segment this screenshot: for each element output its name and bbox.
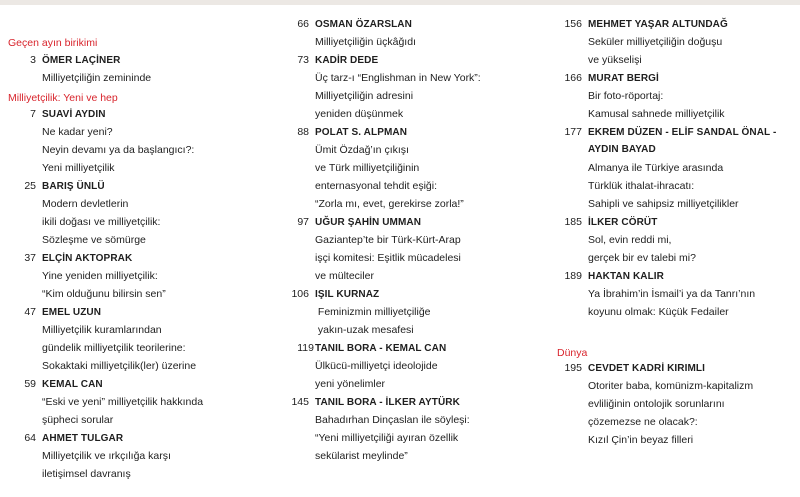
page-number: 189	[564, 270, 582, 282]
article-title-line: gerçek bir ev talebi mi?	[588, 252, 696, 264]
author-name: TANIL BORA - İLKER AYTÜRK	[315, 397, 460, 408]
article-title-line: Kamusal sahnede milliyetçilik	[588, 108, 725, 120]
section-heading: Dünya	[557, 347, 588, 359]
article-title-line: ve mülteciler	[315, 270, 374, 282]
author-name: MURAT BERGİ	[588, 73, 659, 84]
article-title-line: yakın-uzak mesafesi	[315, 324, 414, 336]
article-title-line: yeni yönelimler	[315, 378, 386, 390]
toc-entry[interactable]	[564, 123, 777, 213]
article-title-line: Ya İbrahim’in İsmail’i ya da Tanrı’nın	[588, 288, 756, 300]
page-number: 166	[564, 72, 582, 84]
toc-entry[interactable]	[564, 213, 696, 267]
author-name: ÖMER LAÇİNER	[42, 55, 121, 66]
article-title-line: Otoriter baba, komünizm-kapitalizm	[588, 380, 754, 392]
author-name: CEVDET KADRİ KIRIMLI	[588, 363, 705, 374]
toc-entry[interactable]	[297, 213, 461, 285]
article-title-line: “Eski ve yeni” milliyetçilik hakkında	[42, 396, 204, 408]
article-title-line: Ne kadar yeni?	[42, 126, 113, 138]
toc-entry[interactable]	[297, 339, 447, 393]
toc-entry[interactable]	[297, 15, 416, 51]
author-name: IŞIL KURNAZ	[315, 289, 380, 300]
page-number: 59	[24, 378, 36, 390]
article-title-line: Gaziantep’te bir Türk-Kürt-Arap	[315, 234, 461, 246]
article-title-line: şüpheci sorular	[42, 414, 114, 426]
author-name: MEHMET YAŞAR ALTUNDAĞ	[588, 19, 728, 30]
page-number: 185	[564, 216, 582, 228]
article-title-line: evliliğinin ontolojik sorunlarını	[588, 398, 725, 410]
article-title-line: Neyin devamı ya da başlangıcı?:	[42, 144, 195, 156]
page-number: 37	[24, 252, 36, 264]
author-name: OSMAN ÖZARSLAN	[315, 19, 412, 30]
author-name: POLAT S. ALPMAN	[315, 127, 408, 138]
article-title-line: Kızıl Çin’in beyaz filleri	[588, 434, 694, 446]
article-title-line: Ülkücü-milliyetçi ideolojide	[315, 360, 438, 372]
page-number: 73	[297, 54, 309, 66]
article-title-line: yeniden düşünmek	[315, 108, 404, 120]
page-number: 64	[24, 432, 36, 444]
article-title-line: Sözleşme ve sömürge	[42, 234, 146, 246]
page-number: 156	[564, 18, 582, 30]
author-name-continued: AYDIN BAYAD	[588, 144, 656, 155]
article-title-line: Seküler milliyetçiliğin doğuşu	[588, 36, 723, 48]
article-title-line: işçi komitesi: Eşitlik mücadelesi	[315, 252, 461, 264]
article-title-line: Milliyetçilik kuramlarından	[42, 324, 162, 336]
article-title-line: Yine yeniden milliyetçilik:	[42, 270, 158, 282]
article-title-line: Feminizmin milliyetçiliğe	[315, 306, 431, 318]
author-name: UĞUR ŞAHİN UMMAN	[315, 217, 422, 228]
toc-entry[interactable]	[297, 123, 464, 213]
toc-entry[interactable]	[24, 375, 204, 429]
article-title-line: Bir foto-röportaj:	[588, 90, 664, 102]
article-title-line: “Kim olduğunu bilirsin sen”	[42, 288, 166, 300]
page-number: 119	[297, 342, 314, 354]
author-name: KEMAL CAN	[42, 379, 103, 390]
author-name: TANIL BORA - KEMAL CAN	[315, 343, 447, 354]
toc-entry[interactable]	[24, 429, 171, 483]
toc-entry[interactable]	[291, 393, 470, 465]
toc-entry[interactable]	[30, 105, 195, 177]
article-title-line: enternasyonal tehdit eşiği:	[315, 180, 437, 192]
section-heading: Milliyetçilik: Yeni ve hep	[8, 92, 118, 104]
article-title-line: “Yeni milliyetçiliği ayıran özellik	[315, 432, 459, 444]
page-number: 195	[564, 362, 582, 374]
author-name: HAKTAN KALIR	[588, 271, 665, 282]
page-number: 97	[297, 216, 309, 228]
author-name: İLKER CÖRÜT	[588, 217, 658, 228]
article-title-line: Milliyetçiliğin üçkâğıdı	[315, 36, 416, 48]
page-number: 47	[24, 306, 36, 318]
author-name: EKREM DÜZEN - ELİF SANDAL ÖNAL -	[588, 127, 777, 138]
toc-entry[interactable]	[291, 285, 431, 339]
article-title-line: ve Türk milliyetçiliğinin	[315, 162, 420, 174]
article-title-line: Modern devletlerin	[42, 198, 129, 210]
toc-entry[interactable]	[564, 267, 756, 321]
article-title-line: Sol, evin reddi mi,	[588, 234, 672, 246]
toc-entry[interactable]	[24, 249, 166, 303]
page-number: 3	[30, 54, 36, 66]
article-title-line: Milliyetçiliğin adresini	[315, 90, 414, 102]
toc-entry[interactable]	[30, 51, 152, 87]
article-title-line: Yeni milliyetçilik	[42, 162, 115, 174]
author-name: ELÇİN AKTOPRAK	[42, 253, 133, 264]
top-border	[0, 0, 800, 5]
author-name: EMEL UZUN	[42, 307, 102, 318]
page-number: 106	[291, 288, 309, 300]
toc-entry[interactable]	[564, 15, 728, 69]
page-number: 25	[24, 180, 36, 192]
page-number: 145	[291, 396, 309, 408]
page-number: 7	[30, 108, 36, 120]
toc-entry[interactable]	[24, 303, 197, 375]
article-title-line: Milliyetçilik ve ırkçılığa karşı	[42, 450, 171, 462]
article-title-line: iletişimsel davranış	[42, 468, 131, 480]
article-title-line: Ümit Özdağ’ın çıkışı	[315, 144, 409, 156]
author-name: SUAVİ AYDIN	[42, 109, 106, 120]
article-title-line: ve yükselişi	[588, 54, 642, 66]
article-title-line: Sahipli ve sahipsiz milliyetçilikler	[588, 198, 739, 210]
toc-entry[interactable]	[564, 69, 725, 123]
page-number: 66	[297, 18, 309, 30]
author-name: BARIŞ ÜNLÜ	[42, 181, 105, 192]
article-title-line: çözemezse ne olacak?:	[588, 416, 698, 428]
toc-entry[interactable]	[564, 359, 754, 449]
article-title-line: “Zorla mı, evet, gerekirse zorla!”	[315, 198, 464, 210]
article-title-line: sekülarist meylinde”	[315, 450, 408, 462]
article-title-line: Üç tarz-ı “Englishman in New York”:	[315, 72, 481, 84]
author-name: AHMET TULGAR	[42, 433, 124, 444]
article-title-line: koyunu olmak: Küçük Fedailer	[588, 306, 729, 318]
article-title-line: ikili doğası ve milliyetçilik:	[42, 216, 161, 228]
article-title-line: Bahadırhan Dinçaslan ile söyleşi:	[315, 414, 470, 426]
article-title-line: Milliyetçiliğin zemininde	[42, 72, 152, 84]
article-title-line: Almanya ile Türkiye arasında	[588, 162, 724, 174]
article-title-line: Türklük ithalat-ihracatı:	[588, 180, 695, 192]
article-title-line: gündelik milliyetçilik teorilerine:	[42, 342, 186, 354]
section-heading: Geçen ayın birikimi	[8, 37, 98, 49]
page-number: 177	[564, 126, 582, 138]
toc-entry[interactable]	[297, 51, 481, 123]
page-number: 88	[297, 126, 309, 138]
article-title-line: Sokaktaki milliyetçilik(ler) üzerine	[42, 360, 197, 372]
toc-entry[interactable]	[24, 177, 161, 249]
author-name: KADİR DEDE	[315, 55, 379, 66]
